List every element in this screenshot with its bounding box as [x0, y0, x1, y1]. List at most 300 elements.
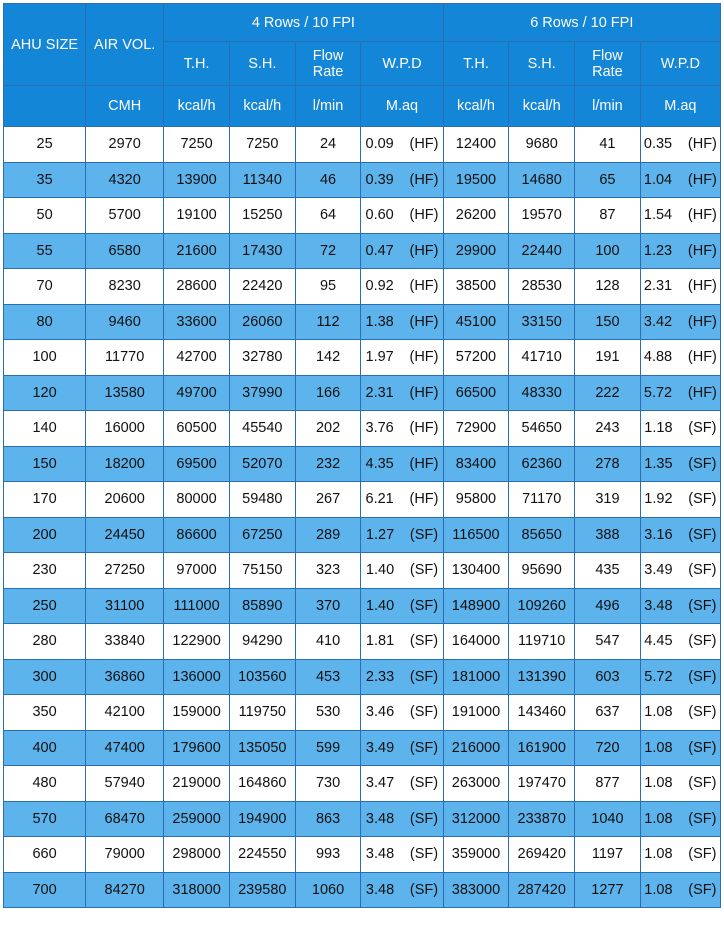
cell-flow-4: 112	[295, 304, 361, 340]
cell-flow-6: 1277	[575, 872, 641, 908]
cell-th-4: 159000	[164, 695, 230, 731]
cell-th-6: 130400	[443, 553, 509, 589]
wpd-value: 3.76	[365, 420, 394, 437]
cell-flow-4: 289	[295, 517, 361, 553]
wpd-value: 6.21	[365, 491, 394, 508]
wpd-value: 0.35	[643, 136, 673, 153]
cell-wpd-6	[640, 340, 720, 376]
cell-ahu-size: 140	[4, 411, 86, 447]
unit-wpd-6: M.aq	[640, 86, 720, 127]
cell-th-6: 181000	[443, 659, 509, 695]
cell-th-4: 42700	[164, 340, 230, 376]
cell-sh-4: 17430	[229, 233, 295, 269]
cell-flow-6: 1197	[575, 837, 641, 873]
header-group-4rows: 4 Rows / 10 FPI	[164, 4, 443, 42]
cell-th-6: 164000	[443, 624, 509, 660]
cell-flow-4: 232	[295, 446, 361, 482]
cell-sh-4: 119750	[229, 695, 295, 731]
cell-th-6: 383000	[443, 872, 509, 908]
cell-sh-4: 135050	[229, 730, 295, 766]
cell-air-vol: 31100	[86, 588, 164, 624]
cell-flow-4: 24	[295, 127, 361, 163]
wpd-value: 1.08	[644, 704, 673, 721]
unit-th-6: kcal/h	[443, 86, 509, 127]
wpd-value: 3.49	[644, 562, 673, 579]
cell-air-vol: 36860	[86, 659, 164, 695]
unit-th-4: kcal/h	[164, 86, 230, 127]
cell-th-6: 26200	[443, 198, 509, 234]
wpd-value: 1.40	[365, 562, 395, 579]
wpd-value: 2.33	[365, 668, 395, 685]
cell-th-6: 359000	[443, 837, 509, 873]
cell-wpd-6	[640, 162, 720, 198]
cell-flow-6: 720	[575, 730, 641, 766]
cell-sh-6: 71170	[509, 482, 575, 518]
unit-sh-6: kcal/h	[509, 86, 575, 127]
cell-wpd-4	[361, 517, 443, 553]
cell-ahu-size: 700	[4, 872, 86, 908]
cell-wpd-4	[361, 553, 443, 589]
wpd-type: (HF)	[409, 313, 439, 330]
table-row	[4, 375, 721, 411]
wpd-value: 0.92	[365, 278, 394, 295]
table-row	[4, 517, 721, 553]
cell-air-vol: 79000	[86, 837, 164, 873]
cell-flow-4: 370	[295, 588, 361, 624]
cell-th-4: 111000	[164, 588, 230, 624]
cell-air-vol: 42100	[86, 695, 164, 731]
cell-ahu-size: 25	[4, 127, 86, 163]
wpd-value: 0.60	[365, 207, 394, 224]
cell-sh-4: 85890	[229, 588, 295, 624]
cell-th-6: 312000	[443, 801, 509, 837]
cell-wpd-6	[640, 801, 720, 837]
wpd-value: 3.16	[644, 526, 673, 543]
wpd-value: 5.72	[643, 384, 673, 401]
wpd-type: (SF)	[688, 775, 717, 792]
cell-wpd-4	[361, 588, 443, 624]
table-row	[4, 837, 721, 873]
cell-th-6: 57200	[443, 340, 509, 376]
wpd-type: (SF)	[409, 775, 439, 792]
cell-ahu-size: 250	[4, 588, 86, 624]
cell-ahu-size: 80	[4, 304, 86, 340]
cell-wpd-4	[361, 837, 443, 873]
cell-th-4: 19100	[164, 198, 230, 234]
cell-th-4: 86600	[164, 517, 230, 553]
ahu-spec-table	[3, 3, 721, 908]
cell-ahu-size: 280	[4, 624, 86, 660]
cell-flow-6: 41	[575, 127, 641, 163]
wpd-type: (HF)	[409, 491, 439, 508]
cell-th-4: 97000	[164, 553, 230, 589]
cell-sh-6: 19570	[509, 198, 575, 234]
cell-th-6: 116500	[443, 517, 509, 553]
table-row	[4, 588, 721, 624]
cell-wpd-4	[361, 269, 443, 305]
cell-wpd-6	[640, 233, 720, 269]
wpd-value: 1.08	[644, 775, 673, 792]
cell-flow-4: 863	[295, 801, 361, 837]
cell-th-4: 298000	[164, 837, 230, 873]
table-row	[4, 269, 721, 305]
cell-air-vol: 84270	[86, 872, 164, 908]
cell-flow-6: 496	[575, 588, 641, 624]
cell-th-4: 122900	[164, 624, 230, 660]
cell-sh-6: 131390	[509, 659, 575, 695]
table-row	[4, 304, 721, 340]
table-row	[4, 801, 721, 837]
cell-th-6: 148900	[443, 588, 509, 624]
wpd-value: 3.48	[365, 810, 395, 827]
wpd-value: 3.42	[643, 313, 673, 330]
cell-th-4: 80000	[164, 482, 230, 518]
cell-th-4: 318000	[164, 872, 230, 908]
wpd-type: (HF)	[409, 349, 439, 366]
cell-flow-6: 877	[575, 766, 641, 802]
cell-wpd-4	[361, 198, 443, 234]
cell-ahu-size: 350	[4, 695, 86, 731]
wpd-type: (SF)	[688, 597, 717, 614]
table-body	[4, 127, 721, 908]
cell-sh-6: 33150	[509, 304, 575, 340]
cell-air-vol: 8230	[86, 269, 164, 305]
table-row	[4, 659, 721, 695]
wpd-value: 1.08	[644, 846, 673, 863]
cell-wpd-6	[640, 659, 720, 695]
wpd-value: 1.18	[644, 420, 673, 437]
cell-wpd-4	[361, 482, 443, 518]
cell-flow-6: 150	[575, 304, 641, 340]
wpd-value: 3.47	[365, 775, 395, 792]
cell-flow-6: 603	[575, 659, 641, 695]
header-ahu-size: AHU SIZE	[4, 4, 86, 86]
wpd-value: 3.46	[365, 704, 395, 721]
cell-ahu-size: 35	[4, 162, 86, 198]
cell-flow-4: 142	[295, 340, 361, 376]
cell-th-6: 38500	[443, 269, 509, 305]
cell-th-6: 263000	[443, 766, 509, 802]
cell-th-6: 19500	[443, 162, 509, 198]
cell-th-4: 60500	[164, 411, 230, 447]
cell-sh-4: 94290	[229, 624, 295, 660]
wpd-type: (SF)	[409, 881, 439, 898]
cell-air-vol: 24450	[86, 517, 164, 553]
wpd-type: (HF)	[409, 207, 439, 224]
cell-air-vol: 9460	[86, 304, 164, 340]
wpd-value: 4.45	[644, 633, 673, 650]
wpd-type: (SF)	[688, 881, 717, 898]
cell-wpd-6	[640, 375, 720, 411]
cell-sh-4: 22420	[229, 269, 295, 305]
cell-th-4: 69500	[164, 446, 230, 482]
wpd-type: (HF)	[409, 420, 439, 437]
wpd-value: 1.27	[365, 526, 395, 543]
cell-sh-4: 67250	[229, 517, 295, 553]
wpd-value: 1.54	[643, 207, 673, 224]
cell-wpd-4	[361, 162, 443, 198]
header-th-4: T.H.	[164, 42, 230, 86]
cell-air-vol: 2970	[86, 127, 164, 163]
cell-sh-6: 85650	[509, 517, 575, 553]
wpd-type: (SF)	[688, 739, 717, 756]
cell-th-6: 12400	[443, 127, 509, 163]
cell-flow-4: 64	[295, 198, 361, 234]
cell-flow-6: 278	[575, 446, 641, 482]
cell-ahu-size: 300	[4, 659, 86, 695]
wpd-value: 0.09	[365, 136, 394, 153]
cell-sh-4: 239580	[229, 872, 295, 908]
cell-ahu-size: 200	[4, 517, 86, 553]
cell-wpd-6	[640, 588, 720, 624]
cell-flow-4: 166	[295, 375, 361, 411]
cell-th-6: 216000	[443, 730, 509, 766]
cell-sh-6: 143460	[509, 695, 575, 731]
cell-flow-4: 410	[295, 624, 361, 660]
cell-wpd-4	[361, 375, 443, 411]
wpd-type: (SF)	[688, 633, 717, 650]
table-row	[4, 233, 721, 269]
wpd-type: (HF)	[409, 171, 439, 188]
wpd-value: 1.23	[643, 242, 673, 259]
header-flow-4: Flow Rate	[295, 42, 361, 86]
cell-sh-4: 7250	[229, 127, 295, 163]
cell-sh-6: 28530	[509, 269, 575, 305]
wpd-value: 1.40	[365, 597, 395, 614]
cell-air-vol: 57940	[86, 766, 164, 802]
cell-wpd-4	[361, 695, 443, 731]
cell-wpd-6	[640, 624, 720, 660]
cell-wpd-6	[640, 695, 720, 731]
cell-air-vol: 16000	[86, 411, 164, 447]
wpd-value: 1.08	[644, 881, 673, 898]
cell-th-6: 95800	[443, 482, 509, 518]
cell-flow-4: 453	[295, 659, 361, 695]
cell-sh-4: 103560	[229, 659, 295, 695]
cell-th-6: 66500	[443, 375, 509, 411]
table-row	[4, 482, 721, 518]
cell-wpd-6	[640, 411, 720, 447]
unit-size-blank	[4, 86, 86, 127]
unit-wpd-4: M.aq	[361, 86, 443, 127]
cell-flow-4: 730	[295, 766, 361, 802]
cell-wpd-6	[640, 872, 720, 908]
cell-wpd-4	[361, 127, 443, 163]
header-group-6rows: 6 Rows / 10 FPI	[443, 4, 720, 42]
cell-wpd-6	[640, 198, 720, 234]
wpd-type: (HF)	[409, 455, 439, 472]
cell-ahu-size: 570	[4, 801, 86, 837]
cell-sh-6: 161900	[509, 730, 575, 766]
cell-wpd-6	[640, 269, 720, 305]
cell-flow-6: 128	[575, 269, 641, 305]
unit-flow-6: l/min	[575, 86, 641, 127]
cell-wpd-6	[640, 482, 720, 518]
table-row	[4, 411, 721, 447]
cell-wpd-4	[361, 730, 443, 766]
cell-th-6: 83400	[443, 446, 509, 482]
cell-sh-4: 26060	[229, 304, 295, 340]
cell-wpd-6	[640, 837, 720, 873]
table-row	[4, 872, 721, 908]
wpd-value: 1.35	[644, 455, 673, 472]
wpd-type: (SF)	[409, 526, 439, 543]
cell-sh-6: 41710	[509, 340, 575, 376]
wpd-type: (HF)	[409, 136, 439, 153]
cell-sh-6: 9680	[509, 127, 575, 163]
cell-flow-6: 100	[575, 233, 641, 269]
wpd-value: 0.39	[365, 171, 394, 188]
cell-ahu-size: 170	[4, 482, 86, 518]
cell-th-4: 179600	[164, 730, 230, 766]
cell-th-4: 13900	[164, 162, 230, 198]
cell-sh-4: 164860	[229, 766, 295, 802]
wpd-value: 2.31	[643, 278, 673, 295]
cell-air-vol: 4320	[86, 162, 164, 198]
cell-ahu-size: 660	[4, 837, 86, 873]
wpd-type: (SF)	[688, 704, 717, 721]
wpd-type: (HF)	[687, 349, 717, 366]
cell-wpd-4	[361, 766, 443, 802]
table-row	[4, 553, 721, 589]
wpd-type: (SF)	[409, 562, 439, 579]
table-row	[4, 446, 721, 482]
table-row	[4, 127, 721, 163]
cell-wpd-6	[640, 127, 720, 163]
wpd-value: 3.48	[365, 881, 395, 898]
wpd-value: 1.04	[643, 171, 673, 188]
cell-th-6: 45100	[443, 304, 509, 340]
cell-sh-6: 269420	[509, 837, 575, 873]
cell-th-4: 259000	[164, 801, 230, 837]
cell-air-vol: 13580	[86, 375, 164, 411]
cell-sh-4: 37990	[229, 375, 295, 411]
wpd-value: 3.48	[644, 597, 673, 614]
cell-sh-4: 11340	[229, 162, 295, 198]
wpd-type: (SF)	[409, 810, 439, 827]
table-row	[4, 695, 721, 731]
cell-air-vol: 20600	[86, 482, 164, 518]
cell-th-6: 29900	[443, 233, 509, 269]
wpd-type: (SF)	[688, 668, 717, 685]
cell-flow-6: 319	[575, 482, 641, 518]
cell-flow-4: 993	[295, 837, 361, 873]
cell-wpd-4	[361, 624, 443, 660]
wpd-type: (SF)	[409, 668, 439, 685]
cell-th-6: 191000	[443, 695, 509, 731]
cell-air-vol: 68470	[86, 801, 164, 837]
cell-sh-6: 54650	[509, 411, 575, 447]
cell-flow-6: 435	[575, 553, 641, 589]
wpd-value: 1.92	[644, 491, 673, 508]
cell-wpd-6	[640, 517, 720, 553]
header-flow-6: Flow Rate	[575, 42, 641, 86]
cell-wpd-6	[640, 304, 720, 340]
cell-sh-6: 233870	[509, 801, 575, 837]
wpd-type: (HF)	[687, 171, 717, 188]
cell-th-4: 28600	[164, 269, 230, 305]
cell-air-vol: 33840	[86, 624, 164, 660]
cell-wpd-4	[361, 872, 443, 908]
cell-sh-4: 59480	[229, 482, 295, 518]
cell-flow-4: 95	[295, 269, 361, 305]
cell-ahu-size: 400	[4, 730, 86, 766]
cell-sh-6: 22440	[509, 233, 575, 269]
cell-sh-6: 14680	[509, 162, 575, 198]
wpd-type: (SF)	[688, 810, 717, 827]
cell-sh-6: 197470	[509, 766, 575, 802]
wpd-value: 1.38	[365, 313, 394, 330]
wpd-type: (HF)	[409, 242, 439, 259]
cell-sh-6: 119710	[509, 624, 575, 660]
cell-flow-6: 637	[575, 695, 641, 731]
cell-flow-6: 547	[575, 624, 641, 660]
cell-air-vol: 6580	[86, 233, 164, 269]
header-wpd-4: W.P.D	[361, 42, 443, 86]
unit-vol: CMH	[86, 86, 164, 127]
cell-sh-6: 95690	[509, 553, 575, 589]
wpd-value: 4.35	[365, 455, 394, 472]
wpd-type: (SF)	[409, 633, 439, 650]
wpd-value: 5.72	[644, 668, 673, 685]
cell-flow-6: 65	[575, 162, 641, 198]
cell-flow-6: 222	[575, 375, 641, 411]
wpd-type: (HF)	[687, 242, 717, 259]
cell-ahu-size: 150	[4, 446, 86, 482]
cell-flow-4: 202	[295, 411, 361, 447]
wpd-type: (HF)	[409, 278, 439, 295]
unit-flow-4: l/min	[295, 86, 361, 127]
cell-wpd-4	[361, 446, 443, 482]
cell-wpd-4	[361, 233, 443, 269]
wpd-type: (SF)	[409, 597, 439, 614]
cell-flow-4: 530	[295, 695, 361, 731]
wpd-type: (SF)	[409, 846, 439, 863]
cell-air-vol: 11770	[86, 340, 164, 376]
wpd-type: (SF)	[688, 846, 717, 863]
cell-th-4: 21600	[164, 233, 230, 269]
header-sh-6: S.H.	[509, 42, 575, 86]
table-row	[4, 766, 721, 802]
table-row	[4, 340, 721, 376]
table-row	[4, 162, 721, 198]
cell-sh-6: 48330	[509, 375, 575, 411]
wpd-value: 1.97	[365, 349, 394, 366]
cell-wpd-6	[640, 766, 720, 802]
wpd-value: 3.49	[365, 739, 395, 756]
cell-sh-4: 75150	[229, 553, 295, 589]
header-th-6: T.H.	[443, 42, 509, 86]
cell-th-4: 33600	[164, 304, 230, 340]
cell-ahu-size: 100	[4, 340, 86, 376]
cell-th-4: 219000	[164, 766, 230, 802]
cell-sh-4: 194900	[229, 801, 295, 837]
cell-wpd-6	[640, 446, 720, 482]
cell-th-4: 49700	[164, 375, 230, 411]
cell-flow-4: 599	[295, 730, 361, 766]
wpd-type: (HF)	[687, 313, 717, 330]
cell-ahu-size: 55	[4, 233, 86, 269]
cell-sh-4: 224550	[229, 837, 295, 873]
cell-ahu-size: 120	[4, 375, 86, 411]
cell-flow-4: 323	[295, 553, 361, 589]
cell-ahu-size: 480	[4, 766, 86, 802]
wpd-type: (SF)	[409, 739, 439, 756]
wpd-type: (SF)	[688, 491, 717, 508]
cell-air-vol: 18200	[86, 446, 164, 482]
table-row	[4, 624, 721, 660]
cell-wpd-4	[361, 801, 443, 837]
